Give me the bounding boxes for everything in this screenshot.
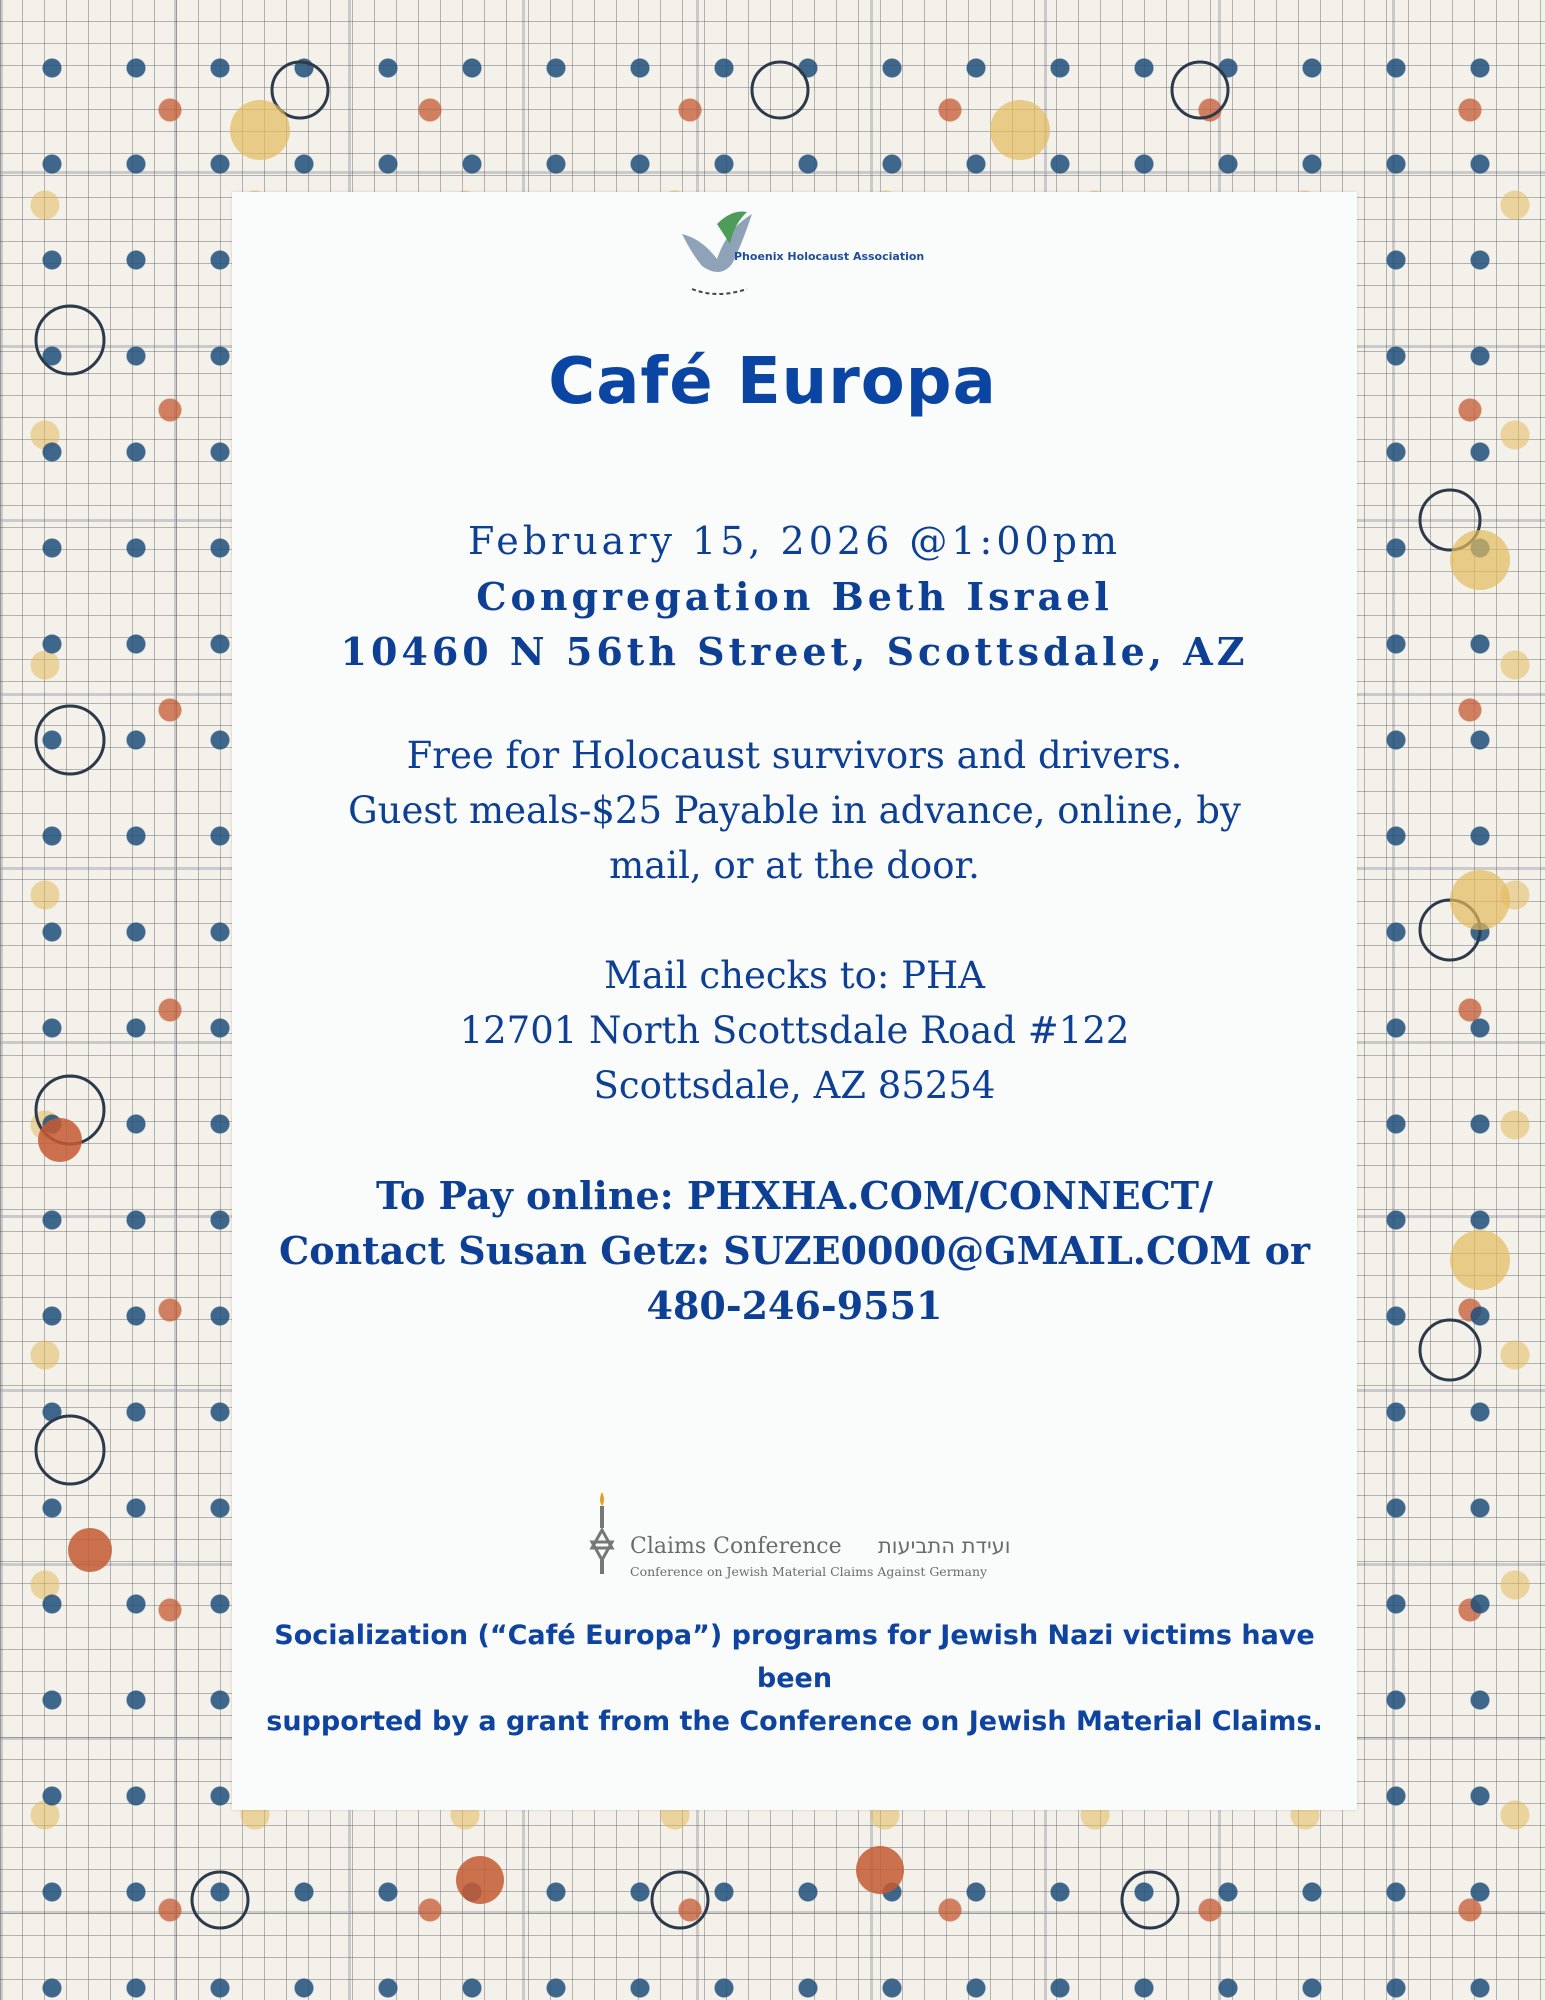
footer-line: supported by a grant from the Conference on Jewish Material Claims. (266, 1706, 1323, 1737)
phoenix-holocaust-association-logo (672, 204, 932, 308)
menorah-star-icon (578, 1490, 626, 1586)
sponsor-name: Claims Conference (630, 1534, 842, 1559)
page-title: Café Europa (548, 345, 997, 419)
sponsor-hebrew-name: ועידת התביעות (878, 1534, 1011, 1558)
claims-conference-logo (578, 1490, 1018, 1586)
mail-line: Scottsdale, AZ 85254 (593, 1064, 996, 1107)
event-date-time: February 15, 2026 @1:00pm (467, 519, 1122, 563)
mailing-address (232, 948, 1357, 1113)
grant-acknowledgement (232, 1614, 1357, 1743)
sponsor-subtitle: Conference on Jewish Material Claims Against Germany (630, 1564, 988, 1579)
pricing-line: mail, or at the door. (609, 844, 980, 887)
mail-line: Mail checks to: PHA (604, 954, 985, 997)
contact-email-line: Contact Susan Getz: SUZE0000@GMAIL.COM or (278, 1228, 1311, 1273)
contact-phone-line: 480-246-9551 (646, 1283, 943, 1328)
mail-line: 12701 North Scottsdale Road #122 (459, 1009, 1130, 1052)
footer-line: Socialization (“Café Europa”) programs for Jewish Nazi victims have been (274, 1620, 1315, 1694)
event-venue: Congregation Beth Israel (476, 574, 1113, 619)
contact-info (232, 1168, 1357, 1333)
event-address: 10460 N 56th Street, Scottsdale, AZ (340, 629, 1249, 674)
pricing-line: Free for Holocaust survivors and drivers. (406, 734, 1183, 777)
pricing-info (232, 728, 1357, 893)
org-name: Phoenix Holocaust Association (734, 250, 925, 263)
event-details (232, 514, 1357, 679)
pay-online-line: To Pay online: PHXHA.COM/CONNECT/ (376, 1173, 1213, 1218)
pricing-line: Guest meals-$25 Payable in advance, online, by (348, 789, 1241, 832)
